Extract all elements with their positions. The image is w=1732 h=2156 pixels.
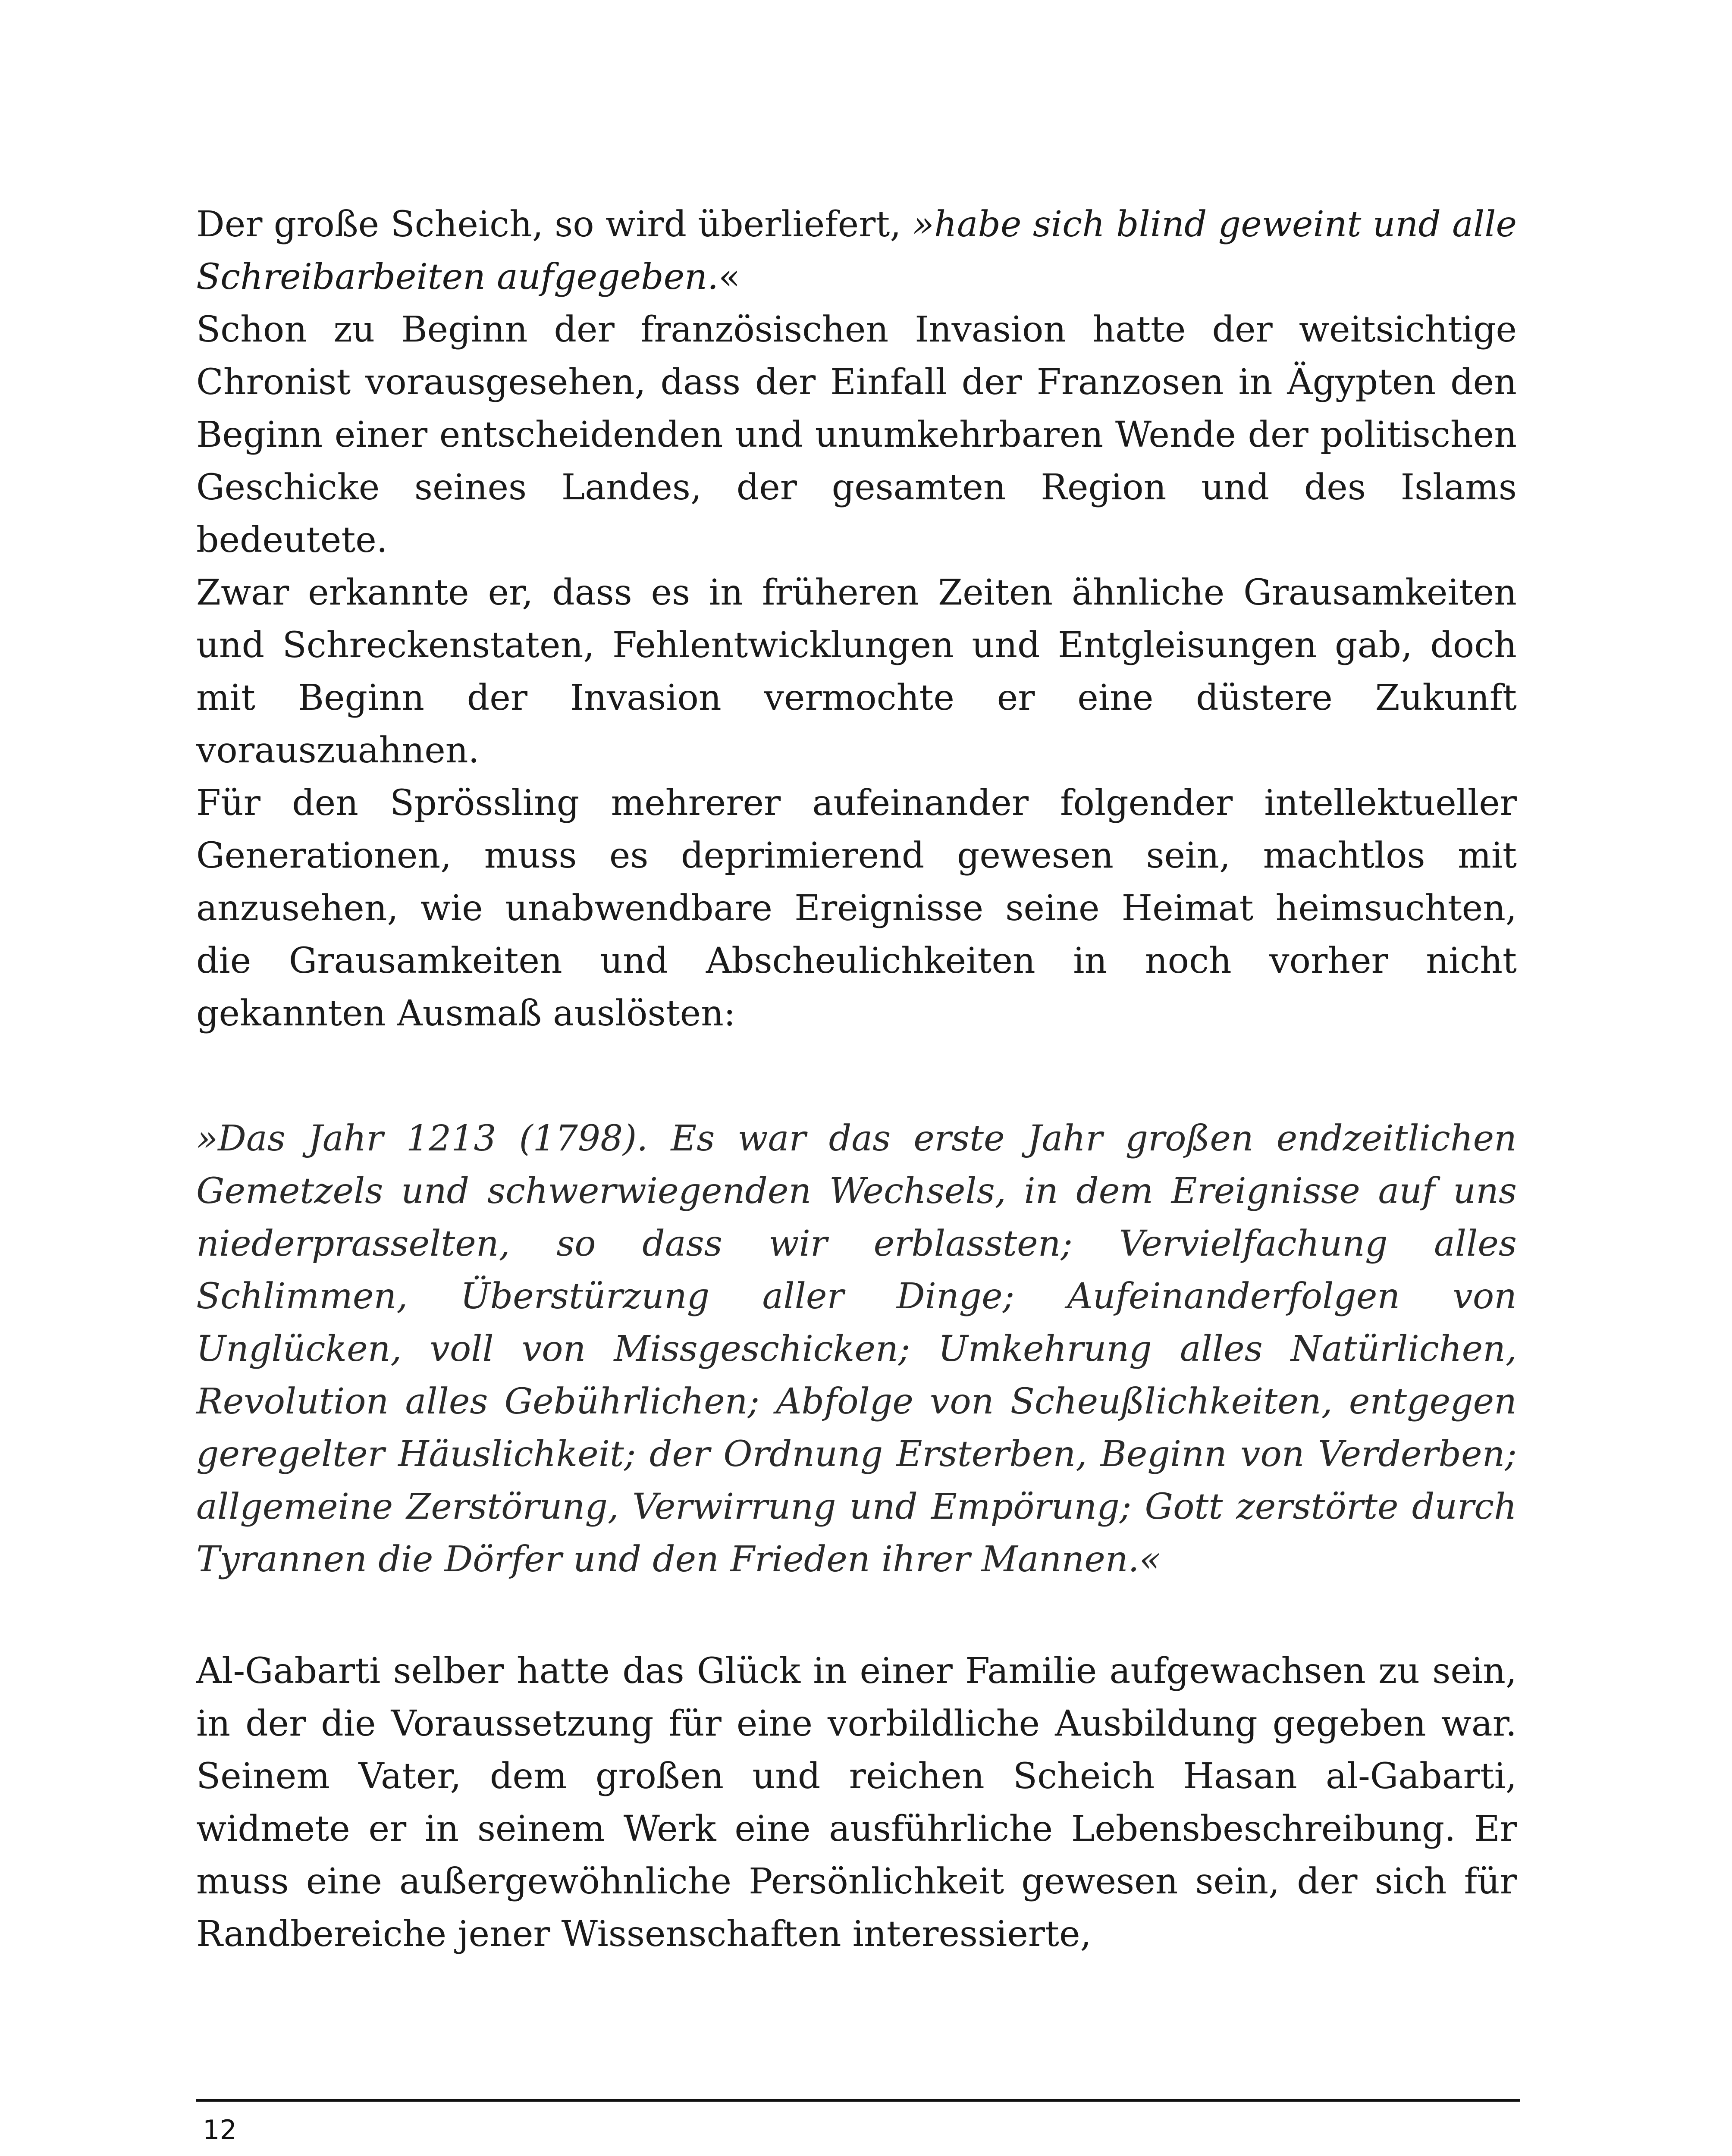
- block-quote: [196, 1112, 1517, 1586]
- page-number: 12: [203, 2114, 237, 2146]
- paragraph-1-quote: »habe sich blind geweint und alle Schreibarbeiten aufgegeben.: [196, 204, 1517, 298]
- body-text-bottom: [196, 1645, 1517, 1961]
- paragraph-1-close: «: [719, 257, 740, 298]
- paragraph-3: Zwar erkannte er, dass es in früheren Zeiten ähnliche Grausamkeiten und Schreckenstaten, Fehlentwicklungen und Entgleisungen gab, doch mit Beginn der Invasion vermochte er eine düstere Zukunft vorauszuahnen.: [196, 572, 1517, 771]
- paragraph-2: Schon zu Beginn der französischen Invasion hatte der weitsichtige Chronist vorausgesehen, dass der Einfall der Franzosen in Ägypten den Beginn einer entscheidenden und unumkehrbaren Wende der politischen Geschicke seines Landes, der gesamten Region und des Islams bedeutete.: [196, 309, 1517, 561]
- block-quote-text: »Das Jahr 1213 (1798). Es war das erste Jahr großen endzeitlichen Gemetzels und schwerwiegenden Wechsels, in dem Ereignisse auf uns niederprasselten, so dass wir erblassten; Vervielfachung alles Schlimmen, Überstürzung aller Dinge; Aufeinanderfolgen von Unglücken, voll von Missgeschicken; Umkehrung alles Natürlichen, Revolution alles Gebührlichen; Abfolge von Scheußlichkeiten, entgegen geregelter Häuslichkeit; der Ordnung Ersterben, Beginn von Verderben; allgemeine Zerstörung, Verwirrung und Empörung; Gott zerstörte durch Tyrannen die Dörfer und den Frieden ihrer Mannen.«: [196, 1118, 1517, 1580]
- footer-divider: [196, 2099, 1520, 2102]
- paragraph-5: Al-Gabarti selber hatte das Glück in einer Familie aufgewachsen zu sein, in der die Voraussetzung für eine vorbildliche Ausbildung gegeben war. Seinem Vater, dem großen und reichen Scheich Hasan al-Gabarti, widmete er in seinem Werk eine ausführliche Lebensbeschreibung. Er muss eine außergewöhnliche Persönlichkeit gewesen sein, der sich für Randbereiche jener Wissenschaften interessierte,: [196, 1651, 1517, 1955]
- paragraph-1: [196, 198, 1517, 304]
- paragraph-1-lead: Der große Scheich, so wird überliefert,: [196, 204, 913, 245]
- body-text-top: [196, 198, 1517, 1040]
- paragraph-4: Für den Sprössling mehrerer aufeinander folgender intellektueller Generationen, muss es deprimierend gewesen sein, machtlos mit anzusehen, wie unabwendbare Ereignisse seine Heimat heimsuchten, die Grausamkeiten und Abscheulichkeiten in noch vorher nicht gekannten Ausmaß auslösten:: [196, 783, 1517, 1034]
